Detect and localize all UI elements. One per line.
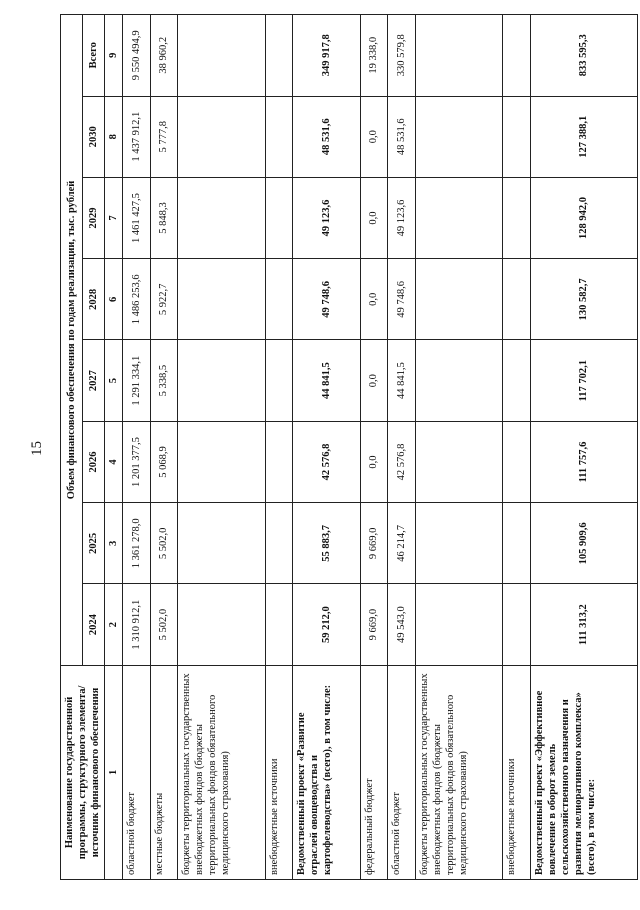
- value-cell: [265, 421, 293, 502]
- value-cell: [415, 96, 502, 177]
- value-cell: 49 123,6: [293, 177, 360, 258]
- value-cell: 0,0: [360, 96, 388, 177]
- value-cell: 5 502,0: [150, 584, 178, 665]
- column-numbers-row: [105, 15, 123, 880]
- page-number: 15: [29, 441, 45, 456]
- column-number: 6: [105, 259, 123, 340]
- value-cell: [503, 584, 531, 665]
- row-name-cell: внебюджетные источники: [503, 665, 531, 879]
- value-cell: 5 338,5: [150, 340, 178, 421]
- row-name-cell: Ведомственный проект «Развитие отраслей овощеводства и картофелеводства» (всего), в том числе:: [293, 665, 360, 879]
- value-cell: [415, 340, 502, 421]
- value-cell: 111 313,2: [530, 584, 637, 665]
- value-cell: [265, 15, 293, 97]
- value-cell: [503, 340, 531, 421]
- value-cell: 105 909,6: [530, 503, 637, 584]
- year-2027: 2027: [83, 340, 105, 421]
- value-cell: 48 531,6: [293, 96, 360, 177]
- value-cell: 833 595,3: [530, 15, 637, 97]
- row-name-cell: Ведомственный проект «Эффективное вовлечение в оборот земель сельскохозяйственного назначения и развития мелиоративного комплекса» (всего), в том числе:: [530, 665, 637, 879]
- value-cell: [415, 421, 502, 502]
- row-name-cell: федеральный бюджет: [360, 665, 388, 879]
- value-cell: [265, 340, 293, 421]
- value-cell: [178, 421, 265, 502]
- year-2026: 2026: [83, 421, 105, 502]
- value-cell: [503, 259, 531, 340]
- value-cell: 9 669,0: [360, 584, 388, 665]
- value-cell: 49 123,6: [388, 177, 416, 258]
- value-cell: 44 841,5: [293, 340, 360, 421]
- value-cell: 5 777,8: [150, 96, 178, 177]
- year-2030: 2030: [83, 96, 105, 177]
- value-cell: 9 669,0: [360, 503, 388, 584]
- value-cell: 111 757,6: [530, 421, 637, 502]
- value-cell: 19 338,0: [360, 15, 388, 97]
- value-cell: [265, 503, 293, 584]
- value-cell: 42 576,8: [388, 421, 416, 502]
- row-name-cell: бюджеты территориальных государственных внебюджетных фондов (бюджеты территориальных фондов обязательного медицинского страхования): [415, 665, 502, 879]
- value-cell: 9 550 494,9: [123, 15, 151, 97]
- table-row: [388, 15, 416, 880]
- value-cell: [415, 503, 502, 584]
- row-name-cell: внебюджетные источники: [265, 665, 293, 879]
- value-cell: [178, 15, 265, 97]
- funding-table: [60, 14, 638, 880]
- value-cell: 38 960,2: [150, 15, 178, 97]
- value-cell: 0,0: [360, 177, 388, 258]
- value-cell: 1 486 253,6: [123, 259, 151, 340]
- value-cell: [503, 421, 531, 502]
- value-cell: 44 841,5: [388, 340, 416, 421]
- value-cell: 128 942,0: [530, 177, 637, 258]
- value-cell: [415, 177, 502, 258]
- column-number: 2: [105, 584, 123, 665]
- value-cell: 1 310 912,1: [123, 584, 151, 665]
- value-cell: 5 502,0: [150, 503, 178, 584]
- year-2029: 2029: [83, 177, 105, 258]
- value-cell: 59 212,0: [293, 584, 360, 665]
- value-cell: 49 748,6: [293, 259, 360, 340]
- value-cell: 349 917,8: [293, 15, 360, 97]
- value-cell: [503, 96, 531, 177]
- value-cell: [415, 584, 502, 665]
- table-row: [503, 15, 531, 880]
- value-cell: 42 576,8: [293, 421, 360, 502]
- column-number: 8: [105, 96, 123, 177]
- value-cell: [265, 584, 293, 665]
- value-cell: 1 291 334,1: [123, 340, 151, 421]
- value-cell: [178, 177, 265, 258]
- value-cell: 1 437 912,1: [123, 96, 151, 177]
- table-row: [178, 15, 265, 880]
- table-row: [415, 15, 502, 880]
- column-number: 1: [105, 665, 123, 879]
- column-number: 3: [105, 503, 123, 584]
- table-body: [123, 15, 638, 880]
- value-cell: [265, 259, 293, 340]
- year-total: Всего: [83, 15, 105, 97]
- row-name-cell: областной бюджет: [388, 665, 416, 879]
- table-row: [150, 15, 178, 880]
- table-row: [530, 15, 637, 880]
- value-cell: 5 848,3: [150, 177, 178, 258]
- table-row: [265, 15, 293, 880]
- value-cell: [178, 584, 265, 665]
- value-cell: [415, 15, 502, 97]
- value-cell: [178, 340, 265, 421]
- column-number: 5: [105, 340, 123, 421]
- value-cell: 5 068,9: [150, 421, 178, 502]
- value-cell: 0,0: [360, 421, 388, 502]
- year-2025: 2025: [83, 503, 105, 584]
- value-cell: [503, 177, 531, 258]
- value-cell: [415, 259, 502, 340]
- value-cell: 117 702,1: [530, 340, 637, 421]
- table-row: [360, 15, 388, 880]
- year-2024: 2024: [83, 584, 105, 665]
- rotated-table-wrapper: [60, 14, 630, 880]
- value-cell: 1 361 278,0: [123, 503, 151, 584]
- value-cell: [178, 259, 265, 340]
- table-row: [293, 15, 360, 880]
- value-cell: 1 201 377,5: [123, 421, 151, 502]
- header-funding-cell: Объем финансового обеспечения по годам реализации, тыс. рублей: [61, 15, 83, 666]
- value-cell: [265, 96, 293, 177]
- value-cell: 46 214,7: [388, 503, 416, 584]
- row-name-cell: местные бюджеты: [150, 665, 178, 879]
- table-row: [123, 15, 151, 880]
- value-cell: 1 461 427,5: [123, 177, 151, 258]
- value-cell: 130 582,7: [530, 259, 637, 340]
- column-number: 4: [105, 421, 123, 502]
- year-2028: 2028: [83, 259, 105, 340]
- column-number: 9: [105, 15, 123, 97]
- row-name-cell: областной бюджет: [123, 665, 151, 879]
- value-cell: [503, 15, 531, 97]
- value-cell: 49 748,6: [388, 259, 416, 340]
- column-number: 7: [105, 177, 123, 258]
- value-cell: 330 579,8: [388, 15, 416, 97]
- value-cell: 0,0: [360, 259, 388, 340]
- value-cell: [178, 503, 265, 584]
- value-cell: [265, 177, 293, 258]
- value-cell: 55 883,7: [293, 503, 360, 584]
- value-cell: 48 531,6: [388, 96, 416, 177]
- value-cell: 5 922,7: [150, 259, 178, 340]
- value-cell: 49 543,0: [388, 584, 416, 665]
- row-name-cell: бюджеты территориальных государственных внебюджетных фондов (бюджеты территориальных фондов обязательного медицинского страхования): [178, 665, 265, 879]
- value-cell: [503, 503, 531, 584]
- value-cell: 0,0: [360, 340, 388, 421]
- value-cell: 127 388,1: [530, 96, 637, 177]
- header-name-cell: Наименование государственной программы, структурного элемента/источник финансового обеспечения: [61, 665, 105, 879]
- value-cell: [178, 96, 265, 177]
